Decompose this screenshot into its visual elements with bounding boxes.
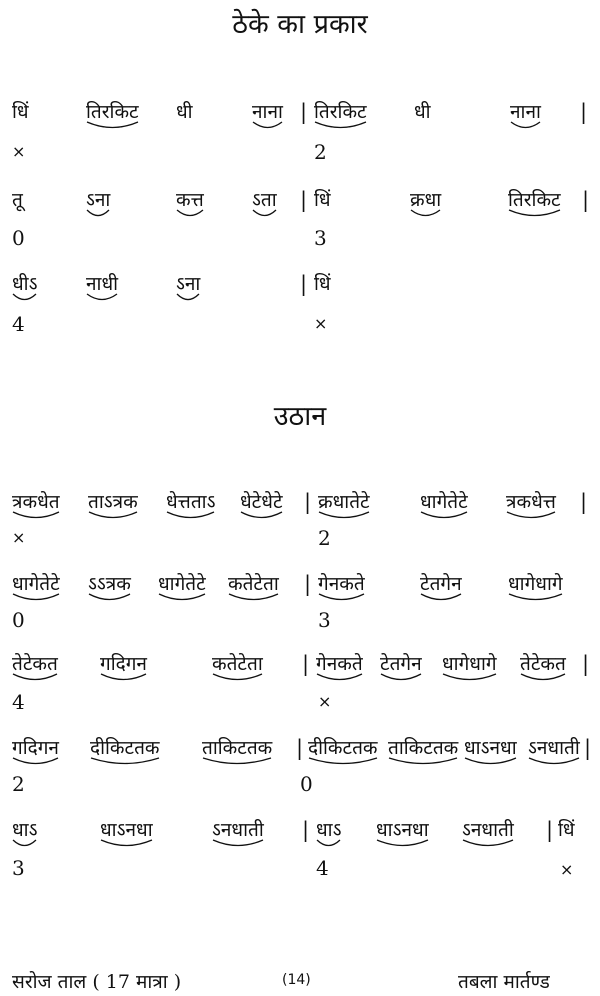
tal-mark-khali: 0	[12, 226, 25, 250]
bol: क्रधा	[410, 188, 441, 212]
bol: तिरकिट	[508, 188, 561, 212]
slur-arc	[176, 209, 204, 219]
slur-arc	[100, 839, 153, 849]
slur-arc	[508, 593, 563, 603]
bol: धाऽनधा	[376, 818, 429, 842]
vibhag-divider: |	[300, 100, 308, 124]
footer-tal-name: सरोज ताल ( 17 मात्रा )	[12, 971, 182, 993]
tal-mark: 2	[318, 526, 331, 550]
slur-arc	[388, 757, 458, 767]
bol: नाना	[510, 100, 541, 124]
bol: कतेटेता	[212, 652, 263, 676]
bol: ऽना	[86, 188, 110, 212]
vibhag-divider: |	[296, 736, 304, 760]
slur-arc	[158, 593, 206, 603]
slur-arc	[380, 673, 422, 683]
tal-mark-sam: ×	[12, 528, 26, 547]
slur-arc	[12, 673, 58, 683]
bol: धीऽ	[12, 272, 37, 296]
slur-arc	[228, 593, 279, 603]
slur-arc	[508, 209, 561, 219]
slur-arc	[528, 757, 580, 767]
section-title-theka: ठेके का प्रकार	[232, 9, 368, 40]
slur-arc	[410, 209, 441, 219]
slur-arc	[202, 757, 272, 767]
section-title-uthan: उठान	[273, 401, 327, 432]
bol: धेत्तताऽ	[166, 490, 215, 514]
slur-arc	[88, 593, 131, 603]
bol: ऽनधाती	[462, 818, 514, 842]
tal-mark: 4	[12, 690, 25, 714]
tal-mark: 4	[316, 856, 329, 880]
tal-mark: 4	[12, 312, 25, 336]
bol: ताऽत्रक	[88, 490, 138, 514]
slur-arc	[308, 757, 378, 767]
vibhag-divider: |	[582, 188, 590, 212]
slur-arc	[212, 839, 264, 849]
bol: तेटेकत	[12, 652, 58, 676]
bol: धागेतेटे	[12, 572, 60, 596]
tal-mark: 3	[318, 608, 331, 632]
bol: क्रधातेटे	[318, 490, 370, 514]
vibhag-divider: |	[580, 100, 588, 124]
tal-mark-sam: ×	[560, 860, 574, 879]
bol: ऽता	[252, 188, 277, 212]
slur-arc	[86, 209, 110, 219]
slur-arc	[166, 511, 215, 521]
slur-arc	[510, 121, 541, 131]
slur-arc	[520, 673, 566, 683]
slur-arc	[316, 839, 341, 849]
bol: ऽनधाती	[212, 818, 264, 842]
vibhag-divider: |	[546, 818, 554, 842]
slur-arc	[100, 673, 147, 683]
bol: तिरकिट	[314, 100, 367, 124]
tal-mark-sam: ×	[314, 314, 328, 333]
vibhag-divider: |	[304, 490, 312, 514]
vibhag-divider: |	[302, 652, 310, 676]
bol: ऽना	[176, 272, 200, 296]
slur-arc	[316, 673, 363, 683]
bol: धिं	[558, 819, 575, 841]
bol: त्रकधेत्त	[506, 490, 556, 514]
bol: तेटेकत	[520, 652, 566, 676]
bol: ऽऽत्रक	[88, 572, 131, 596]
bol: धी	[414, 101, 431, 123]
bol: टेतगेन	[380, 652, 422, 676]
bol: धेटेधेटे	[240, 490, 283, 514]
bol: दीकिटतक	[90, 736, 160, 760]
tal-mark: 3	[12, 856, 25, 880]
bol: धागेधागे	[508, 572, 563, 596]
bol: धागेधागे	[442, 652, 497, 676]
bol: ताकिटतक	[388, 736, 458, 760]
bol: धागेतेटे	[420, 490, 468, 514]
slur-arc	[462, 839, 514, 849]
bol: ताकिटतक	[202, 736, 272, 760]
slur-arc	[88, 511, 138, 521]
bol: गेनकते	[318, 572, 365, 596]
bol: धाऽ	[12, 818, 37, 842]
slur-arc	[12, 511, 60, 521]
tal-mark: 3	[314, 226, 327, 250]
slur-arc	[318, 593, 365, 603]
bol: धाऽनधा	[100, 818, 153, 842]
tal-mark-sam: ×	[318, 692, 332, 711]
bol: तिरकिट	[86, 100, 139, 124]
slur-arc	[86, 293, 118, 303]
vibhag-divider: |	[584, 736, 592, 760]
bol: धाऽ	[316, 818, 341, 842]
bol: धिं	[12, 101, 29, 123]
vibhag-divider: |	[300, 188, 308, 212]
slur-arc	[376, 839, 429, 849]
tal-mark: 2	[314, 140, 327, 164]
bol: धिं	[314, 273, 331, 295]
bol: त्रकधेत	[12, 490, 60, 514]
slur-arc	[90, 757, 160, 767]
bol: कत्त	[176, 188, 204, 212]
vibhag-divider: |	[582, 652, 590, 676]
slur-arc	[252, 121, 283, 131]
tal-mark-sam: ×	[12, 142, 26, 161]
bol: धागेतेटे	[158, 572, 206, 596]
bol: कतेटेता	[228, 572, 279, 596]
bol: ऽनधाती	[528, 736, 580, 760]
slur-arc	[12, 757, 59, 767]
bol: धिं	[314, 189, 331, 211]
slur-arc	[240, 511, 283, 521]
slur-arc	[464, 757, 517, 767]
slur-arc	[12, 593, 60, 603]
bol: दीकिटतक	[308, 736, 378, 760]
bol: गेनकते	[316, 652, 363, 676]
slur-arc	[318, 511, 370, 521]
tal-mark: 2	[12, 772, 25, 796]
bol: धी	[176, 101, 193, 123]
slur-arc	[86, 121, 139, 131]
slur-arc	[314, 121, 367, 131]
slur-arc	[12, 293, 37, 303]
slur-arc	[176, 293, 200, 303]
bol: गदिगन	[12, 736, 59, 760]
bol: नाधी	[86, 272, 118, 296]
bol: धाऽनधा	[464, 736, 517, 760]
tal-mark-khali: 0	[300, 772, 313, 796]
slur-arc	[420, 593, 462, 603]
slur-arc	[12, 839, 37, 849]
page-number: (14)	[282, 972, 311, 988]
bol: गदिगन	[100, 652, 147, 676]
bol: नाना	[252, 100, 283, 124]
slur-arc	[252, 209, 277, 219]
slur-arc	[212, 673, 263, 683]
slur-arc	[442, 673, 497, 683]
slur-arc	[506, 511, 556, 521]
vibhag-divider: |	[302, 818, 310, 842]
footer-book-title: तबला मार्तण्ड	[458, 971, 550, 993]
slur-arc	[420, 511, 468, 521]
bol: तू	[12, 189, 23, 211]
tal-mark-khali: 0	[12, 608, 25, 632]
vibhag-divider: |	[580, 490, 588, 514]
bol: टेतगेन	[420, 572, 462, 596]
vibhag-divider: |	[300, 272, 308, 296]
vibhag-divider: |	[304, 572, 312, 596]
